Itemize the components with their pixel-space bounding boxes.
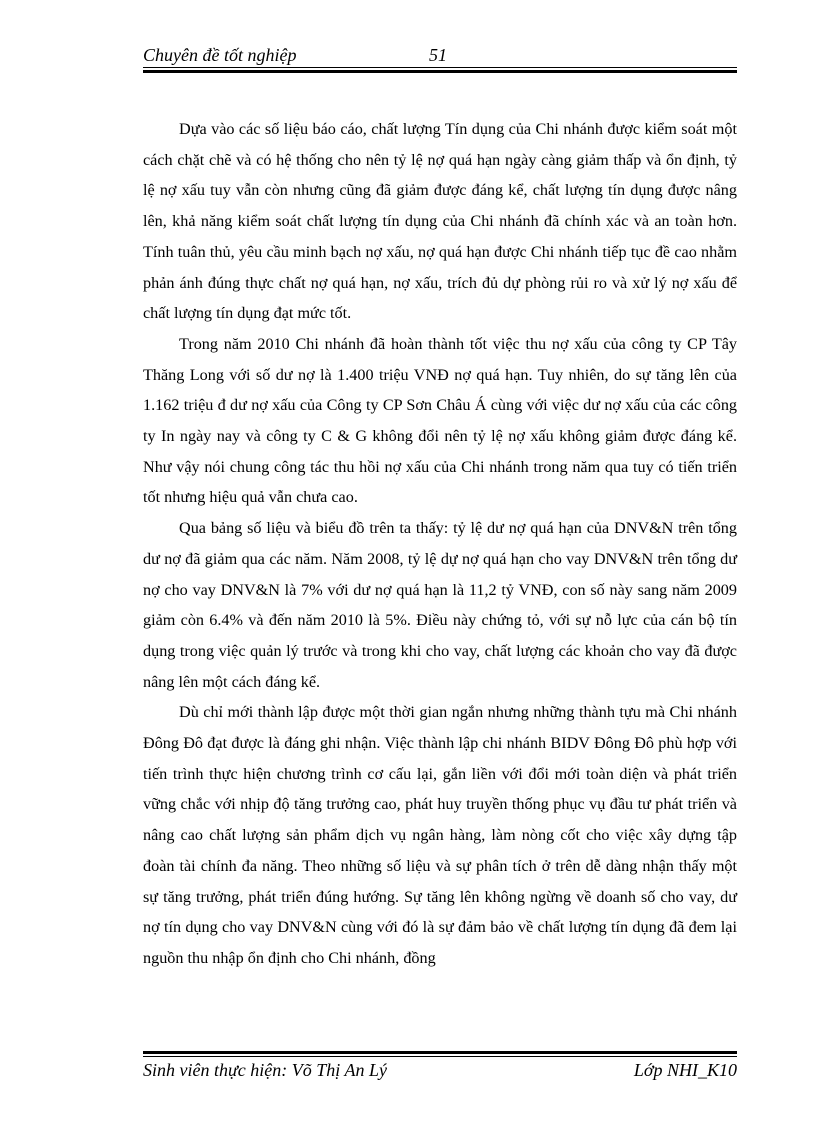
page-number: 51 [429, 45, 447, 65]
footer-rule-thick [143, 1051, 737, 1054]
body-text [143, 114, 737, 974]
footer-author: Sinh viên thực hiện: Võ Thị An Lý [143, 1060, 387, 1080]
footer-class: Lớp NHI_K10 [633, 1060, 737, 1080]
paragraph-4: Dù chỉ mới thành lập được một thời gian ngắn nhưng những thành tựu mà Chi nhánh Đông Đô đạt được là đáng ghi nhận. Việc thành lập chi nhánh BIDV Đông Đô phù hợp với tiến trình thực hiện chương trình cơ cấu lại, gắn liền với đổi mới toàn diện và phát triển vững chắc với nhịp độ tăng trưởng cao, phát huy truyền thống phục vụ đầu tư phát triển và nâng cao chất lượng sản phẩm dịch vụ ngân hàng, làm nòng cốt cho việc xây dựng tập đoàn tài chính đa năng. Theo những số liệu và sự phân tích ở trên dễ dàng nhận thấy một sự tăng trưởng, phát triển đúng hướng. Sự tăng lên không ngừng về doanh số cho vay, dư nợ tín dụng cho vay DNV&N cùng với đó là sự đảm bảo về chất lượng tín dụng đã đem lại nguồn thu nhập ổn định cho Chi nhánh, đồng [143, 703, 737, 967]
paragraph-1: Dựa vào các số liệu báo cáo, chất lượng Tín dụng của Chi nhánh được kiểm soát một cách chặt chẽ và có hệ thống cho nên tỷ lệ nợ quá hạn ngày càng giảm thấp và ổn định, tỷ lệ nợ xấu tuy vẫn còn nhưng cũng đã giảm được đáng kể, chất lượng tín dụng được nâng lên, khả năng kiểm soát chất lượng tín dụng của Chi nhánh đã chính xác và an toàn hơn. Tính tuân thủ, yêu cầu minh bạch nợ xấu, nợ quá hạn được Chi nhánh tiếp tục đề cao nhằm phản ánh đúng thực chất nợ quá hạn, nợ xấu, trích đủ dự phòng rủi ro và xử lý nợ xấu để chất lượng tín dụng đạt mức tốt. [143, 120, 737, 323]
paragraph-3: Qua bảng số liệu và biểu đồ trên ta thấy: tỷ lệ dư nợ quá hạn của DNV&N trên tổng dư nợ đã giảm qua các năm. Năm 2008, tỷ lệ dự nợ quá hạn cho vay DNV&N trên tổng dư nợ cho vay DNV&N là 7% với dư nợ quá hạn là 11,2 tỷ VNĐ, con số này sang năm 2009 giảm còn 6.4% và đến năm 2010 là 5%. Điều này chứng tỏ, với sự nỗ lực của cán bộ tín dụng trong việc quản lý trước và trong khi cho vay, chất lượng các khoản cho vay đã được nâng lên một cách đáng kể. [143, 519, 737, 691]
header-title: Chuyên đề tốt nghiệp [143, 45, 297, 65]
header-rule-thin [143, 67, 737, 68]
header-rule-thick [143, 70, 737, 73]
footer-rule-thin [143, 1056, 737, 1057]
paragraph-2: Trong năm 2010 Chi nhánh đã hoàn thành tốt việc thu nợ xấu của công ty CP Tây Thăng Long với số dư nợ là 1.400 triệu VNĐ nợ quá hạn. Tuy nhiên, do sự tăng lên của 1.162 triệu đ dư nợ xấu của Công ty CP Sơn Châu Á cùng với việc dư nợ xấu của các công ty In ngày nay và công ty C & G không đổi nên tỷ lệ nợ xấu không giảm được đáng kể. Như vậy nói chung công tác thu hồi nợ xấu của Chi nhánh trong năm qua tuy có tiến triển tốt nhưng hiệu quả vẫn chưa cao. [143, 334, 737, 507]
page-header [143, 44, 737, 66]
